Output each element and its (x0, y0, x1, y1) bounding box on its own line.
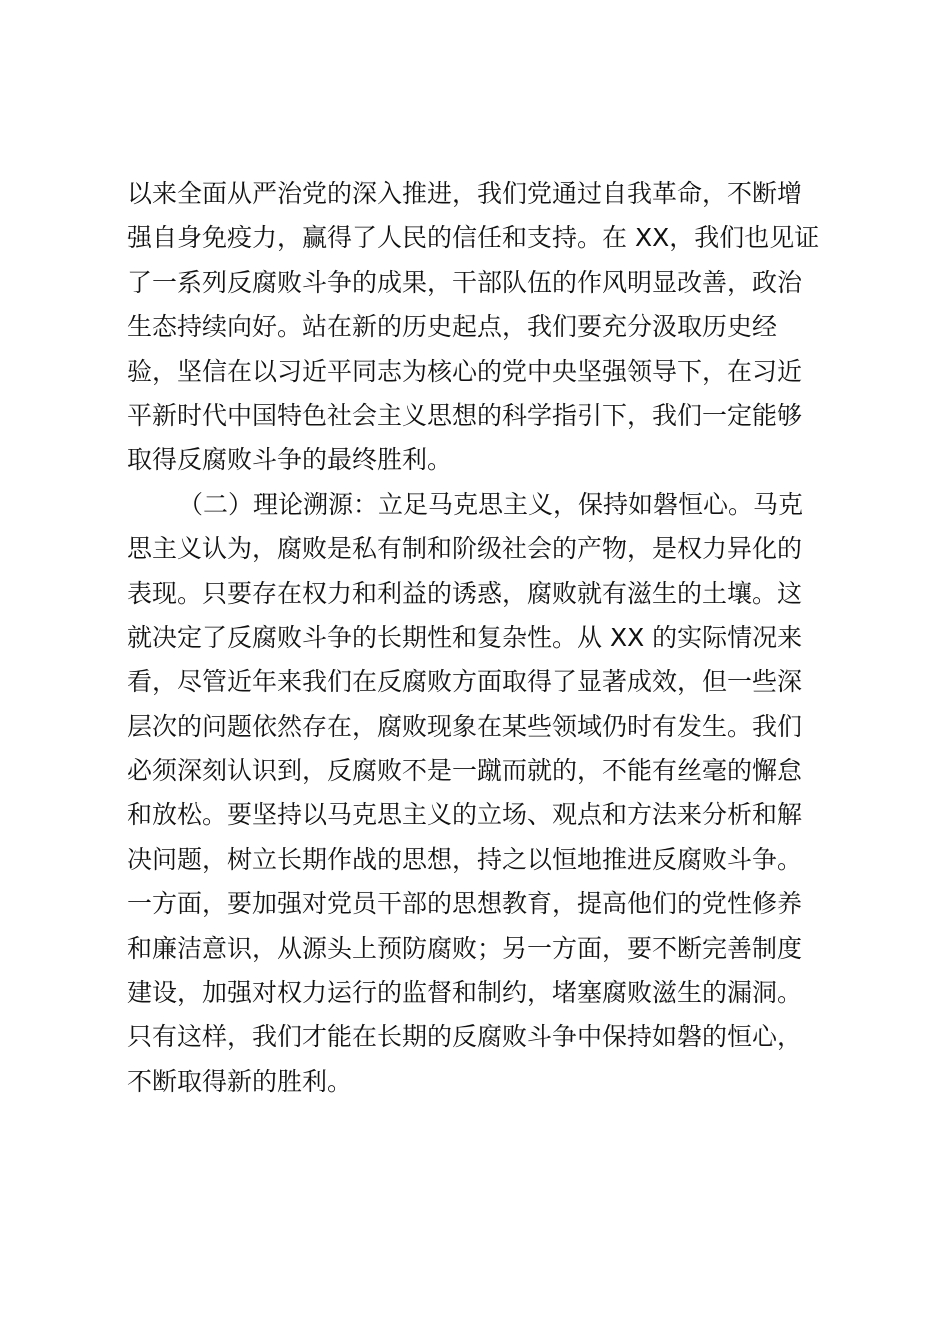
text-line: 必须深刻认识到，反腐败不是一蹴而就的，不能有丝毫的懈怠 (127, 756, 803, 786)
text-line: 建设，加强对权力运行的监督和制约，堵塞腐败滋生的漏洞。 (127, 978, 803, 1008)
text-line: 了一系列反腐败斗争的成果，干部队伍的作风明显改善，政治 (127, 267, 803, 297)
text-line: 生态持续向好。站在新的历史起点，我们要充分汲取历史经 (127, 312, 778, 342)
paragraph-continuation (127, 172, 827, 483)
text-line: 看，尽管近年来我们在反腐败方面取得了显著成效，但一些深 (127, 667, 803, 697)
text-line: 以来全面从严治党的深入推进，我们党通过自我革命，不断增 (127, 179, 803, 208)
section-first-line: （二）理论溯源：立足马克思主义，保持如磐恒心。马克 (178, 489, 804, 519)
text-line: 取得反腐败斗争的最终胜利。 (127, 445, 453, 475)
section-paragraph (127, 483, 827, 1104)
text-line: 平新时代中国特色社会主义思想的科学指引下，我们一定能够 (127, 400, 803, 430)
text-line: 和廉洁意识，从源头上预防腐败；另一方面，要不断完善制度 (127, 933, 803, 963)
text-line: 表现。只要存在权力和利益的诱惑，腐败就有滋生的土壤。这 (127, 578, 803, 608)
text-line: 就决定了反腐败斗争的长期性和复杂性。从 XX 的实际情况来 (127, 622, 803, 652)
text-line: 只有这样，我们才能在长期的反腐败斗争中保持如磐的恒心， (127, 1022, 803, 1052)
text-line: 一方面，要加强对党员干部的思想教育，提高他们的党性修养 (127, 889, 803, 919)
text-line: 层次的问题依然存在，腐败现象在某些领域仍时有发生。我们 (127, 711, 803, 741)
body-text (127, 172, 827, 1104)
text-line: 和放松。要坚持以马克思主义的立场、观点和方法来分析和解 (127, 800, 803, 830)
text-line: 决问题，树立长期作战的思想，持之以恒地推进反腐败斗争。 (127, 844, 803, 874)
text-line: 强自身免疫力，赢得了人民的信任和支持。在 XX，我们也见证 (127, 223, 820, 253)
text-line: 验，坚信在以习近平同志为核心的党中央坚强领导下，在习近 (127, 356, 803, 386)
text-line: 思主义认为，腐败是私有制和阶级社会的产物，是权力异化的 (127, 534, 803, 564)
text-line: 不断取得新的胜利。 (127, 1066, 353, 1096)
